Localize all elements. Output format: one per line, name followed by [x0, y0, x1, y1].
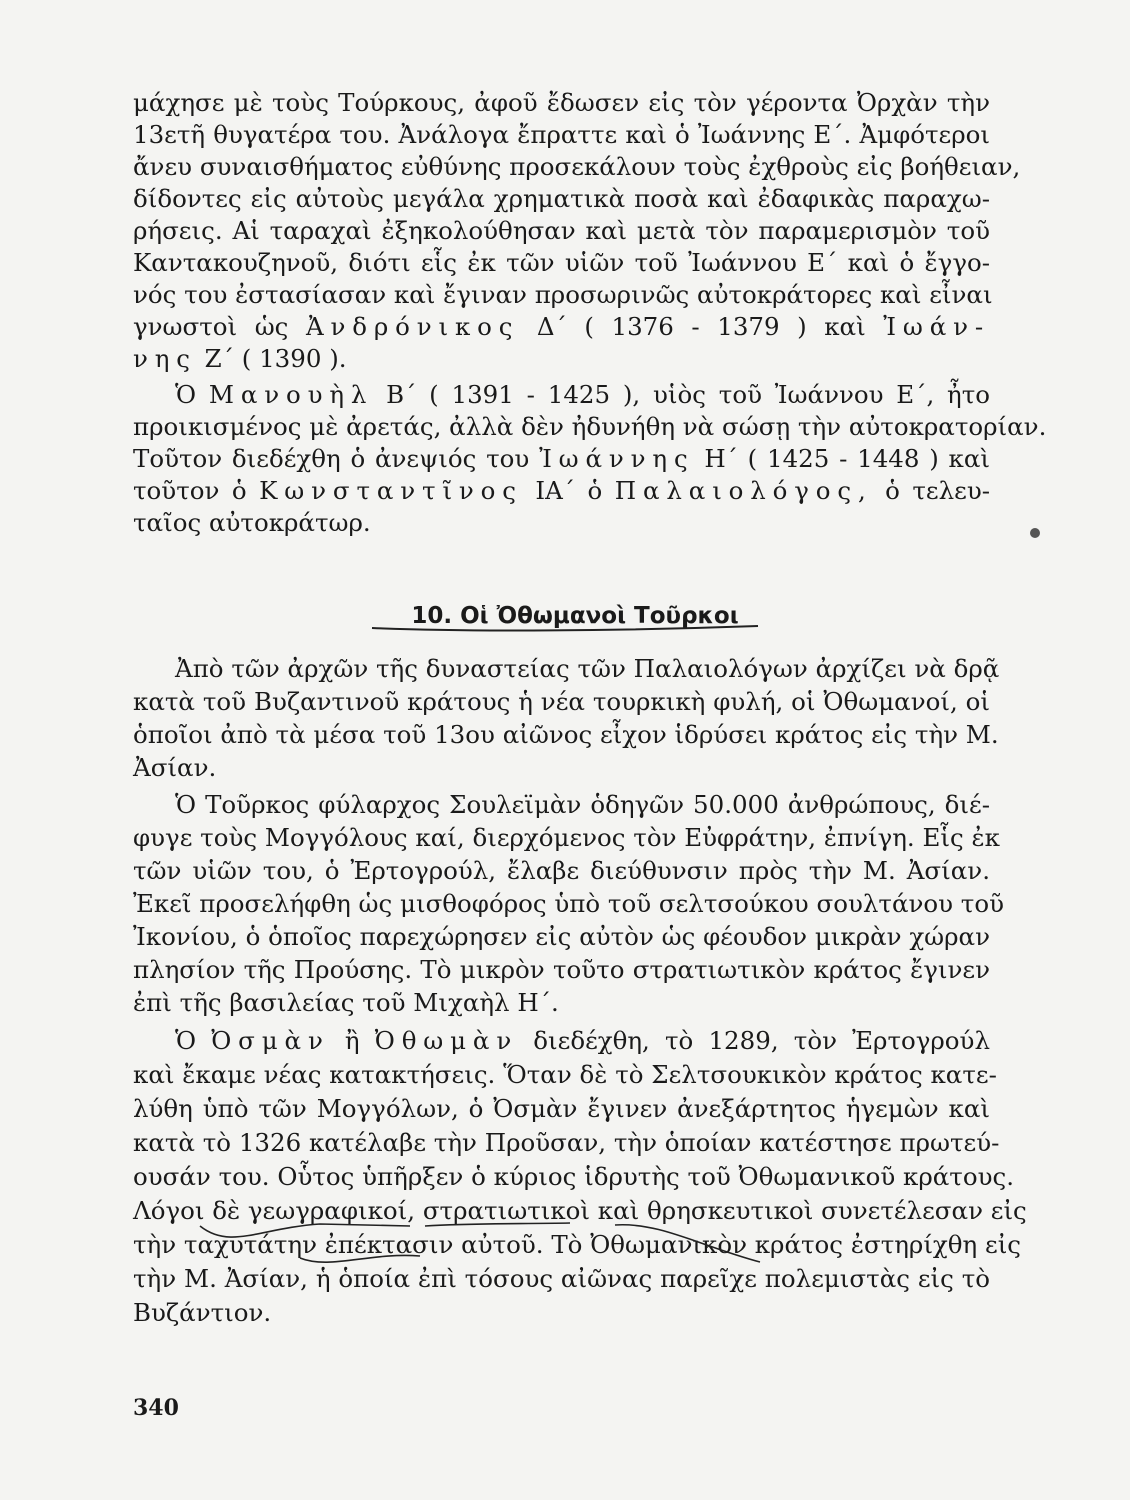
text-line: 13ετῆ θυγατέρα του. Ἀνάλογα ἔπραττε καὶ ὁ Ἰωάννης Ε΄. Ἀμφότεροι	[133, 120, 990, 149]
text-span: Δ΄ ( 1376 - 1379 ) καὶ	[536, 312, 866, 341]
text-line: ἄνευ συναισθήματος εὐθύνης προσεκάλουν τοὺς ἐχθροὺς εἰς βοήθειαν,	[133, 152, 1021, 181]
text-line: μάχησε μὲ τοὺς Τούρκους, ἀφοῦ ἔδωσεν εἰς τὸν γέροντα Ὀρχὰν τὴν	[133, 88, 990, 117]
text-line: ὁποῖοι ἀπὸ τὰ μέσα τοῦ 13ου αἰῶνος εἶχον ἱδρύσει κράτος εἰς τὴν Μ.	[133, 720, 999, 749]
text-span: Ζ΄ ( 1390 ).	[204, 344, 347, 373]
text-line	[175, 380, 990, 410]
emperor-name: Παλαιολόγος,	[614, 476, 873, 505]
text-span: Η΄ ( 1425 - 1448 ) καὶ	[704, 444, 990, 473]
text-line: φυγε τοὺς Μογγόλους καί, διερχόμενος τὸν Εὐφράτην, ἐπνίγη. Εἷς ἐκ	[133, 823, 1000, 852]
text-line: νός του ἐστασίασαν καὶ ἔγιναν προσωρινῶς αὐτοκράτορες καὶ εἶναι	[133, 280, 993, 309]
emperor-name: Ἀνδρόνικος	[305, 312, 520, 341]
text-line: ταῖος αὐτοκράτωρ.	[133, 508, 371, 537]
text-line: ρήσεις. Αἱ ταραχαὶ ἐξηκολούθησαν καὶ μετὰ τὸν παραμερισμὸν τοῦ	[133, 216, 990, 245]
text-line: Βυζάντιον.	[133, 1298, 272, 1327]
page-number: 340	[133, 1395, 179, 1421]
text-span: διεδέχθη, τὸ 1289, τὸν Ἐρτογρούλ	[533, 1026, 990, 1055]
text-span: γνωστοὶ ὡς	[133, 312, 289, 341]
text-line: δίδοντες εἰς αὐτοὺς μεγάλα χρηματικὰ ποσὰ καὶ ἐδαφικὰς παραχω-	[133, 184, 990, 213]
text-line: Ἀσίαν.	[133, 753, 217, 782]
section-heading	[0, 600, 1130, 632]
text-line: Ὁ Τοῦρκος φύλαρχος Σουλεϊμὰν ὁδηγῶν 50.000 ἀνθρώπους, διέ-	[175, 790, 990, 819]
emperor-name: Μανουὴλ	[208, 380, 374, 409]
text-line: Καντακουζηνοῦ, διότι εἷς ἐκ τῶν υἱῶν τοῦ Ἰωάννου Ε΄ καὶ ὁ ἔγγο-	[133, 248, 990, 277]
ruler-name: Ὀσμὰν	[211, 1026, 330, 1055]
text-line: λύθη ὑπὸ τῶν Μογγόλων, ὁ Ὀσμὰν ἔγινεν ἀνεξάρτητος ἡγεμὼν καὶ	[133, 1094, 990, 1123]
text-line	[133, 312, 990, 342]
text-span: Τοῦτον διεδέχθη ὁ ἀνεψιός του	[133, 444, 530, 473]
text-line: Ἰκονίου, ὁ ὁποῖος παρεχώρησεν εἰς αὐτὸν ὡς φέουδον μικρὰν χώραν	[133, 922, 990, 951]
emperor-name: νης	[133, 344, 197, 373]
text-line: Λόγοι δὲ γεωγραφικοί, στρατιωτικοὶ καὶ θρησκευτικοὶ συνετέλεσαν εἰς	[133, 1196, 1027, 1225]
text-line: πλησίον τῆς Προύσης. Τὸ μικρὸν τοῦτο στρατιωτικὸν κράτος ἔγινεν	[133, 955, 990, 984]
text-line: Ἐκεῖ προσελήφθη ὡς μισθοφόρος ὑπὸ τοῦ σελτσούκου σουλτάνου τοῦ	[133, 889, 1005, 918]
text-span: ὁ τελευ-	[885, 476, 990, 505]
emperor-name: Ἰωάννης	[539, 444, 695, 473]
ink-spot	[1030, 528, 1040, 538]
text-line	[133, 444, 990, 474]
section-heading-text: 10. Οἱ Ὀθωμανοὶ Τοῦρκοι	[411, 603, 739, 629]
text-span: Ὁ	[175, 380, 197, 409]
emperor-name: Ἰωάν-	[883, 312, 991, 341]
text-line: κατὰ τὸ 1326 κατέλαβε τὴν Προῦσαν, τὴν ὁποίαν κατέστησε πρωτεύ-	[133, 1128, 1000, 1157]
text-line: τὴν Μ. Ἀσίαν, ἡ ὁποία ἐπὶ τόσους αἰῶνας παρεῖχε πολεμιστὰς εἰς τὸ	[133, 1264, 990, 1293]
text-line	[133, 344, 990, 374]
text-span: Ὁ	[175, 1026, 197, 1055]
text-line	[133, 476, 990, 506]
text-line: τὴν ταχυτάτην ἐπέκτασιν αὐτοῦ. Τὸ Ὀθωμανικὸν κράτος ἐστηρίχθη εἰς	[133, 1230, 1022, 1259]
text-line: προικισμένος μὲ ἀρετάς, ἀλλὰ δὲν ἠδυνήθη νὰ σώσῃ τὴν αὐτοκρατορίαν.	[133, 412, 1047, 441]
text-span: Β΄ ( 1391 - 1425 ), υἱὸς τοῦ Ἰωάννου Ε΄, ἦτο	[386, 380, 991, 409]
text-span: ΙΑ΄ ὁ	[535, 476, 603, 505]
text-line	[175, 1026, 990, 1056]
text-line: καὶ ἔκαμε νέας κατακτήσεις. Ὅταν δὲ τὸ Σελτσουκικὸν κράτος κατε-	[133, 1060, 997, 1089]
text-line: ουσάν του. Οὗτος ὑπῆρξεν ὁ κύριος ἱδρυτὴς τοῦ Ὀθωμανικοῦ κράτους.	[133, 1162, 1014, 1191]
text-span: ἢ	[344, 1026, 360, 1055]
text-span: τοῦτον ὁ	[133, 476, 247, 505]
text-line: Ἀπὸ τῶν ἀρχῶν τῆς δυναστείας τῶν Παλαιολόγων ἀρχίζει νὰ δρᾷ	[175, 654, 1000, 683]
emperor-name: Κωνσταντῖνος	[259, 476, 523, 505]
text-line: κατὰ τοῦ Βυζαντινοῦ κράτους ἡ νέα τουρκικὴ φυλή, οἱ Ὀθωμανοί, οἱ	[133, 687, 990, 716]
text-line: τῶν υἱῶν του, ὁ Ἐρτογρούλ, ἔλαβε διεύθυνσιν πρὸς τὴν Μ. Ἀσίαν.	[133, 856, 990, 885]
ruler-name: Ὀθωμὰν	[374, 1026, 519, 1055]
text-line: ἐπὶ τῆς βασιλείας τοῦ Μιχαὴλ Η΄.	[133, 988, 559, 1017]
